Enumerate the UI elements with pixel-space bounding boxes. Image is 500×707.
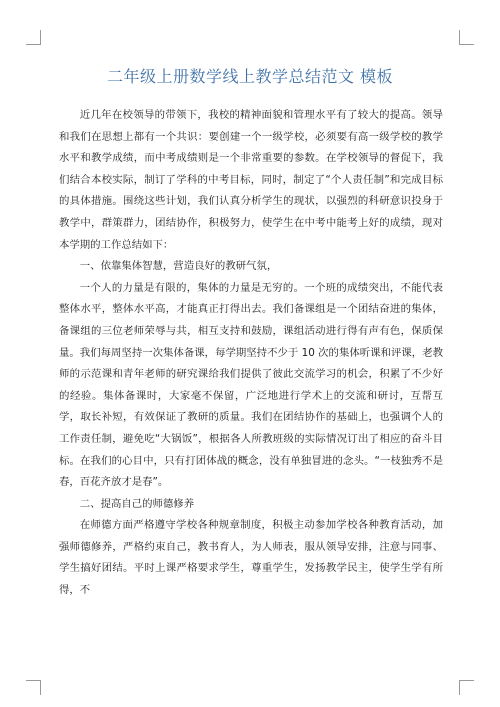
section-1-paragraph: 一个人的力量是有限的，集体的力量是无穷的。一个班的成绩突出，不能代表整体水平，整体水平高，才能真正打得出去。我们备课组是一个团结奋进的集体，备课组的三位老师荣辱与共，相互支持和鼓励，课组活动进行得有声有色，保质保量。我们每周坚持一次集体备课，每学期坚持不少于 10 次的集体听课和评课，老教师的示范课和青年老师的研究课给我们提供了彼此交流学习的机会，积累了不少好的经验。集体备课时，大家毫不保留，广泛地进行学术上的交流和研讨，互帮互学，取长补短，有效保证了教研的质量。我们在团结协作的基础上，也强调个人的工作责任制，避免吃“大锅饭”，根据各人所教班级的实际情况订出了相应的奋斗目标。在我们的心目中，只有打团体战的概念，没有单独冒进的念头。“一枝独秀不是春，百花齐放才是春”。 xyxy=(59,281,443,489)
section-heading-2: 二、提高自己的师德修养 xyxy=(79,497,195,510)
section-heading-1: 一、依靠集体智慧，营造良好的教研气氛， xyxy=(79,260,278,273)
crop-mark-top-right xyxy=(459,30,474,45)
document-body xyxy=(59,105,443,602)
intro-paragraph: 近几年在校领导的带领下，我校的精神面貌和管理水平有了较大的提高。领导和我们在思想上都有一个共识：要创建一个一级学校，必须要有高一级学校的教学水平和教学成绩，而中考成绩则是一个非常重要的参数。在学校领导的督促下，我们结合本校实际，制订了学科的中考目标，同时，制定了“个人责任制”和完成目标的具体措施。围绕这些计划，我们认真分析学生的现状，以强烈的科研意识投身于教学中，群策群力，团结协作，积极努力，使学生在中考中能考上好的成绩，现对本学期的工作总结如下： xyxy=(59,109,443,251)
crop-mark-top-left xyxy=(26,30,41,45)
crop-mark-bottom-right xyxy=(459,680,474,695)
crop-mark-bottom-left xyxy=(26,680,41,695)
document-title: 二年级上册数学线上教学总结范文 模板 xyxy=(106,67,394,86)
section-2-paragraph: 在师德方面严格遵守学校各种规章制度，积极主动参加学校各种教育活动，加强师德修养，严格约束自己，教书育人，为人师表，服从领导安排，注意与同事、学生搞好团结。平时上课严格要求学生，尊重学生，发扬教学民主，使学生学有所得，不 xyxy=(59,519,443,597)
